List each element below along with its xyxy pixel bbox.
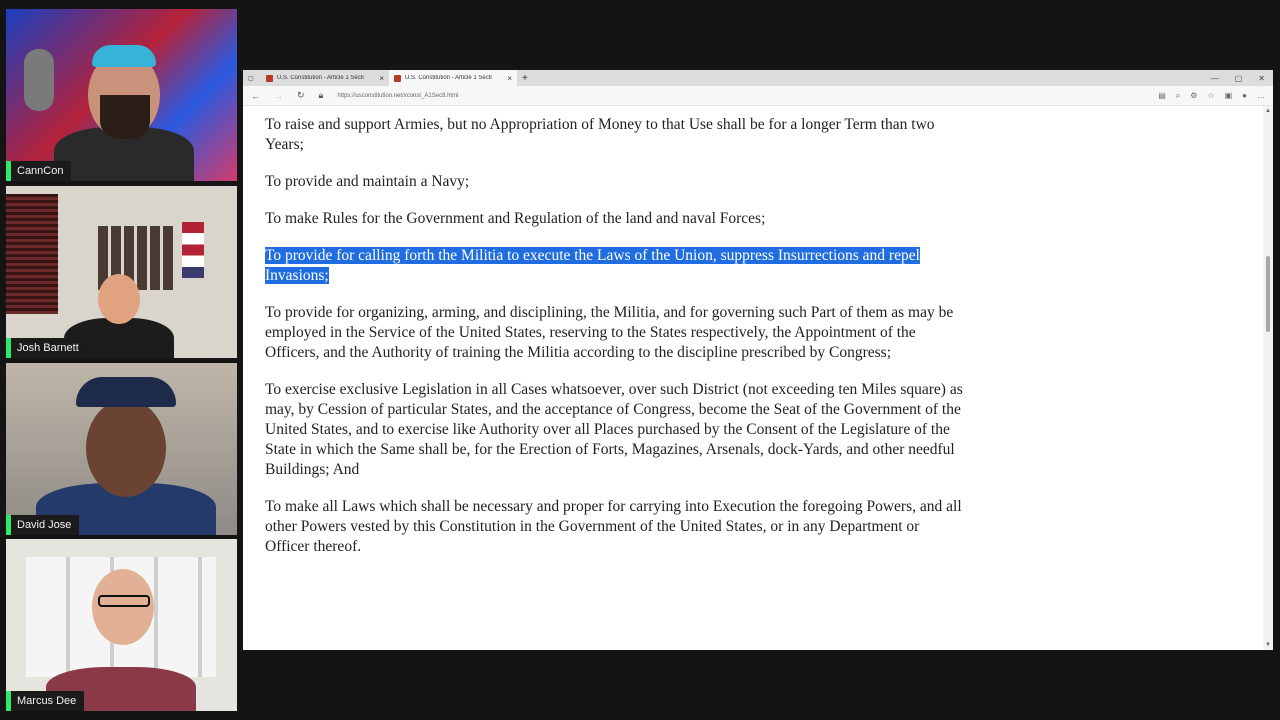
new-tab-button[interactable]: + <box>522 72 528 84</box>
participant-name-label: CannCon <box>6 161 71 181</box>
scroll-down-icon[interactable]: ▼ <box>1265 642 1271 648</box>
more-icon[interactable]: … <box>1257 90 1265 100</box>
tab-title: U.S. Constitution - Article 1 Secti <box>277 75 364 81</box>
webcam-tile-marcus-dee <box>6 539 237 711</box>
profile-icon[interactable]: ● <box>1242 90 1247 100</box>
favorites-icon[interactable]: ☆ <box>1207 90 1215 100</box>
close-window-icon[interactable]: ✕ <box>1258 73 1265 83</box>
tab-constitution-1[interactable] <box>261 70 389 86</box>
favicon-icon <box>394 75 401 82</box>
face-shape <box>92 569 154 645</box>
flag-shape <box>182 222 204 278</box>
browser-window <box>243 70 1273 650</box>
minimize-icon[interactable]: — <box>1210 73 1219 83</box>
window-controls <box>1211 74 1273 83</box>
face-shape <box>86 399 166 497</box>
beard-shape <box>100 95 150 139</box>
window-blinds-shape <box>6 194 58 314</box>
back-icon[interactable]: ← <box>251 90 260 101</box>
glasses-shape <box>98 595 150 607</box>
clause-armies: To raise and support Armies, but no Appropriation of Money to that Use shall be for a longer Term than two Years; <box>265 116 935 153</box>
clause-navy: To provide and maintain a Navy; <box>265 173 470 190</box>
microphone-icon <box>24 49 54 111</box>
tab-title: U.S. Constitution - Article 1 Secti <box>405 75 492 81</box>
clause-militia-organizing: To provide for organizing, arming, and disciplining, the Militia, and for governing such Part of them as may be employed in the Service of the United States, reserving to the States respectively, the Appointment of the Officers, and the Authority of training the Militia according to the discipline prescribed by Congress; <box>265 304 954 361</box>
webcam-tile-josh-barnett <box>6 186 237 358</box>
vertical-scrollbar[interactable] <box>1263 106 1273 650</box>
clause-rules-forces: To make Rules for the Government and Regulation of the land and naval Forces; <box>265 210 766 227</box>
collections-icon[interactable]: ▣ <box>1224 90 1233 100</box>
url-field[interactable]: https://usconstitution.net/xconst_A1Sec8.html <box>337 92 459 99</box>
scroll-up-icon[interactable]: ▲ <box>1265 108 1271 114</box>
participant-name-label: Marcus Dee <box>6 691 84 711</box>
selected-text: To provide for calling forth the Militia to execute the Laws of the Union, suppress Insurrections and repel Invasions; <box>265 247 920 284</box>
cap-shape <box>76 377 176 407</box>
forward-icon[interactable]: → <box>274 90 283 101</box>
reader-icon[interactable]: ▤ <box>1158 90 1166 100</box>
tab-bar <box>243 70 1273 86</box>
beanie-shape <box>92 45 156 67</box>
maximize-icon[interactable]: ▢ <box>1234 73 1243 83</box>
clause-militia-calling <box>265 246 965 286</box>
favicon-icon <box>266 75 273 82</box>
constitution-text <box>265 106 965 574</box>
refresh-icon[interactable]: ↻ <box>297 90 305 100</box>
tab-constitution-2[interactable] <box>389 70 517 86</box>
participant-name-label: Josh Barnett <box>6 338 87 358</box>
close-tab-icon[interactable]: × <box>507 73 512 83</box>
toolbar-icons <box>1158 91 1265 101</box>
lock-icon: 🔒︎ <box>318 90 324 100</box>
tab-actions-icon[interactable]: ▢ <box>248 75 254 82</box>
zoom-icon[interactable]: ⌕ <box>1175 90 1181 100</box>
extensions-icon[interactable]: ⚙ <box>1190 90 1198 100</box>
webcam-tile-david-jose <box>6 363 237 535</box>
webcam-tile-canncon <box>6 9 237 181</box>
face-shape <box>98 274 140 324</box>
page-content <box>243 106 1263 650</box>
close-tab-icon[interactable]: × <box>379 73 384 83</box>
clause-district-legislation: To exercise exclusive Legislation in all Cases whatsoever, over such District (not exceeding ten Miles square) as may, by Cession of particular States, and the acceptance of Congress, become the Seat of the Government of the United States, and to exercise like Authority over all Places purchased by the Consent of the Legislature of the State in which the Same shall be, for the Erection of Forts, Magazines, Arsenals, dock-Yards, and other needful Buildings; And <box>265 381 963 478</box>
participant-name-label: David Jose <box>6 515 79 535</box>
address-bar <box>243 86 1273 106</box>
clause-necessary-proper: To make all Laws which shall be necessary and proper for carrying into Execution the foregoing Powers, and all other Powers vested by this Constitution in the Government of the United States, or in any Department or Officer thereof. <box>265 498 962 555</box>
scrollbar-thumb[interactable] <box>1266 256 1270 332</box>
